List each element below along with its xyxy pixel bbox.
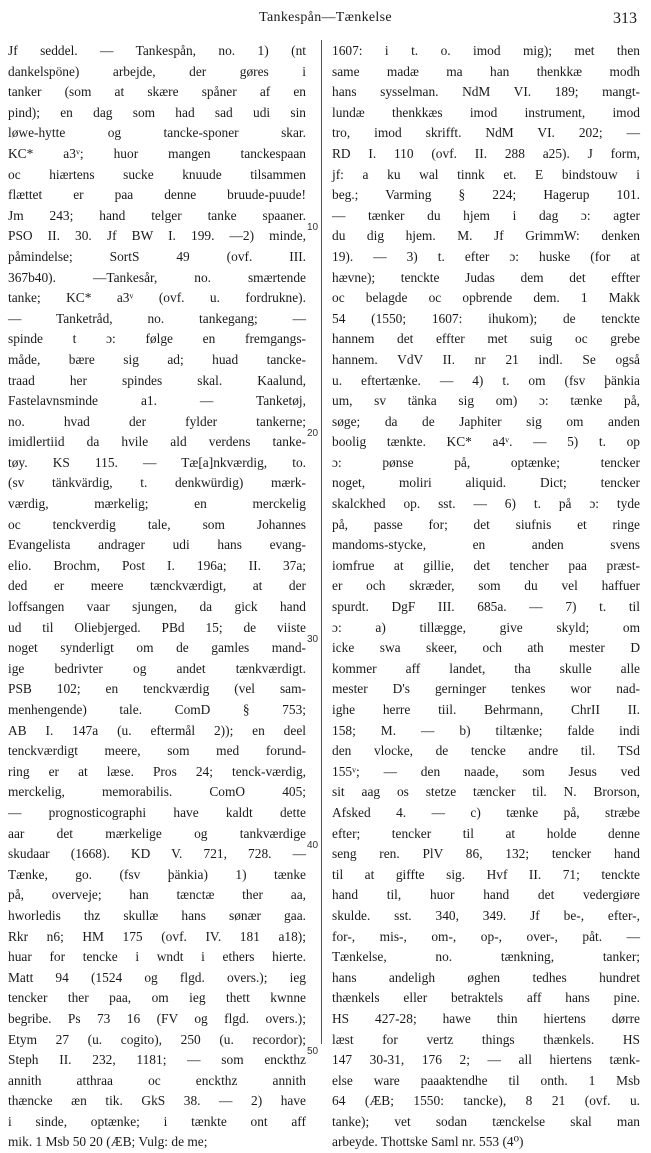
text-line: i sinde, optænke; i tænkte ont aff [8, 1113, 306, 1129]
text-line: løwe-hytte og tancke-sponer skar. [8, 125, 306, 141]
text-line: oc hiærtens sucke knuude tilsammen [8, 166, 306, 182]
text-line: hannem det effter met suig oc grebe [332, 331, 640, 347]
text-line: — Tanketråd, no. tankegang; — [8, 310, 306, 326]
text-line: annith atthraa oc enckthz annith [8, 1072, 306, 1088]
text-line: skalckhed op. sst. — 6) t. på ɔ: tyde [332, 496, 640, 512]
line-number-10: 10 [307, 222, 319, 233]
text-line: hævne); tenckte Judas dem det effter [332, 269, 640, 285]
text-line: HS 427-28; hawe thin hiertens dørre [332, 1010, 640, 1026]
text-line: merckelig, memorabilis. ComO 405; [8, 784, 306, 800]
text-line: Tænke, go. (fsv þänkia) 1) tænke [8, 866, 306, 882]
text-line: jf: a ku wal tinnk et. E bindstouw i [332, 166, 640, 182]
text-line: hans sysselman. NdM VI. 189; mangt- [332, 84, 640, 100]
text-line: påmindelse; SortS 49 (ovf. III. [8, 248, 306, 264]
text-line: flættet er paa denne bruude-puude! [8, 187, 306, 203]
text-line: noget, moliri aliquid. Dict; tencker [332, 475, 640, 491]
text-line: til at giffte sig. Hvf II. 71; tenckte [332, 866, 640, 882]
text-line: 158; M. — b) tiltænke; falde indi [332, 722, 640, 738]
text-line: Rkr n6; HM 175 (ovf. IV. 181 a18); [8, 928, 306, 944]
text-line: beg.; Varming § 224; Hagerup 101. [332, 187, 640, 203]
line-number-20: 20 [307, 428, 319, 439]
text-line: arbeyde. Thottske Saml nr. 553 (4⁰) [332, 1134, 524, 1150]
text-line: på, overveje; han tænctæ ther aa, [8, 887, 306, 903]
text-line: ige bedrivter og andet tænkværdigt. [8, 660, 306, 676]
text-line: Tænkelse, no. tænkning, tanker; [332, 949, 640, 965]
text-line: lundæ thenkkæs imod instrument, imod [332, 104, 640, 120]
text-line: no. hvad der fylder tankerne; [8, 413, 306, 429]
text-line: else ware paaaktendhe til onth. 1 Msb [332, 1072, 640, 1088]
text-line: søge; da de Japhiter sig om anden [332, 413, 640, 429]
text-line: værdig, mærkelig; en merckelig [8, 496, 306, 512]
text-line: noget synderligt om de gamles mand- [8, 640, 306, 656]
text-line: mik. 1 Msb 50 20 (ÆB; Vulg: de me; [8, 1134, 208, 1150]
text-line: thæncke æn tik. GkS 38. — 2) have [8, 1093, 306, 1109]
text-line: tanker (som at skære spåner af en [8, 84, 306, 100]
text-line: 19). — 3) t. efter ɔ: huske (for at [332, 248, 640, 264]
text-line: skulde. sst. 340, 349. Jf be-, efter-, [332, 907, 640, 923]
text-line: ɔ: a) tillægge, give skyld; om [332, 619, 640, 635]
text-line: pind); en dag som had sad udi sin [8, 104, 306, 120]
text-line: imidlertiid da hvile ald verdens tanke- [8, 434, 306, 450]
text-line: på, passe for; det siufnis et ringe [332, 516, 640, 532]
text-line: loffsangen vaar sjungen, da gick hand [8, 599, 306, 615]
text-line: (sv tänkvärdig, t. denkwürdig) mærk- [8, 475, 306, 491]
text-line: AB I. 147a (u. eftermål 2)); en deel [8, 722, 306, 738]
text-line: sit aag os stetze tæncker til. N. Brorson, [332, 784, 640, 800]
text-line: dankelspöne) arbejde, der gøres i [8, 63, 306, 79]
text-line: hworledis thz skullæ hans sønær gaa. [8, 907, 306, 923]
text-line: menhengende) tale. ComD § 753; [8, 702, 306, 717]
text-line: RD I. 110 (ovf. II. 288 a25). J form, [332, 145, 640, 161]
text-line: måde, bære sig ad; huad tancke- [8, 351, 306, 367]
text-line: Steph II. 232, 1181; — som enckthz [8, 1052, 306, 1068]
text-line: tanke); vet sodan tænckelse skal man [332, 1113, 640, 1129]
text-line: elio. Brochm, Post I. 196a; II. 37a; [8, 557, 306, 573]
text-line: 54 (1550; 1607: ihukom); de tenckte [332, 310, 640, 326]
text-line: 155ᵛ; — den naade, som Jesus ved [332, 763, 640, 779]
text-line: for-, mis-, om-, op-, over-, påt. — [332, 928, 640, 944]
text-line: thænkels eller betraktels aff hans pine. [332, 990, 640, 1006]
text-line: hand til, huor hand det vedergiøre [332, 887, 640, 903]
text-line: tencker ther paa, om ieg thett kwnne [8, 990, 306, 1006]
text-line: spurdt. DgF III. 685a. — 7) t. til [332, 599, 640, 615]
running-title: Tankespån—Tænkelse [259, 10, 392, 25]
text-line: Matt 94 (1524 og flgd. overs.); ieg [8, 969, 306, 985]
text-line: Jf seddel. — Tankespån, no. 1) (nt [8, 43, 306, 58]
text-line: ɔ: pønse på, optænke; tencker [332, 454, 640, 470]
text-line: 147 30-31, 176 2; — all hiertens tænk- [332, 1052, 640, 1068]
text-line: spinde t ɔ: følge en fremgangs- [8, 331, 306, 347]
text-line: 367b40). —Tankesår, no. smærtende [8, 269, 306, 285]
text-line: iomfrue at gillie, det tencher paa præst- [332, 557, 640, 573]
text-line: Jm 243; hand telger tanke spaaner. [8, 207, 306, 223]
text-line: den vlocke, de tencke andre til. TSd [332, 743, 640, 759]
text-line: aar det mærkelige og tankværdige [8, 825, 306, 841]
left-column [8, 41, 306, 1153]
text-line: tøy. KS 115. — Tæ[a]nkværdig, to. [8, 454, 306, 470]
text-line: efter; tencker til at holde denne [332, 825, 640, 841]
right-column [332, 41, 640, 1153]
text-line: Afsked 4. — c) tænke på, stræbe [332, 804, 640, 820]
text-line: mandoms-stycke, en anden svens [332, 537, 640, 553]
text-line: du dig hjem. M. Jf GrimmW: denken [332, 228, 640, 244]
text-line: ded er meere tænckværdigt, at der [8, 578, 306, 594]
text-line: hans andeligh øghen tedhes hundret [332, 969, 640, 985]
text-line: mester D's gerninger tenkes wor nad- [332, 681, 640, 697]
text-line: kommer aff landet, tha skulle alle [332, 660, 640, 676]
text-line: 64 (ÆB; 1550: tancke), 8 21 (ovf. u. [332, 1093, 640, 1109]
text-line: same madæ ma han thenkkæ modh [332, 63, 640, 79]
text-line: Evangelista andrager udi hans evang- [8, 537, 306, 553]
text-line: 1607: i t. o. imod mig); met then [332, 43, 640, 58]
text-line: er och skræder, som du vel haffuer [332, 578, 640, 594]
text-line: Etym 27 (u. cogito), 250 (u. recordor); [8, 1031, 306, 1047]
line-number-30: 30 [307, 634, 319, 645]
text-line: ring er at læse. Pros 24; tenck-værdig, [8, 763, 306, 779]
text-line: begribe. Ps 73 16 (FV og flgd. overs.); [8, 1010, 306, 1026]
text-line: um, sv tänka sig om) ɔ: tænke på, [332, 393, 640, 409]
text-line: PSB 102; en tenckværdig (vel sam- [8, 681, 306, 697]
text-line: KC* a3ᵛ; huor mangen tanckespaan [8, 145, 306, 161]
text-line: læst for vertz things thænkels. HS [332, 1031, 640, 1047]
page-header [0, 6, 651, 32]
text-line: oc belagde oc opbrende dem. 1 Makk [332, 290, 640, 306]
line-number-50: 50 [307, 1046, 319, 1057]
text-line: traad her spindes skal. Kaalund, [8, 372, 306, 388]
text-line: — tænker du hjem i dag ɔ: agter [332, 207, 640, 223]
text-line: tenckværdigt meere, som med forund- [8, 743, 306, 759]
text-line: — prognosticographi have kaldt dette [8, 804, 306, 820]
text-line: boolig tænkte. KC* a4ᵛ. — 5) t. op [332, 434, 640, 450]
text-line: icke swa skeer, och ath mester D [332, 640, 640, 656]
text-line: u. eftertænke. — 4) t. om (fsv þänkia [332, 372, 640, 388]
page-number: 313 [613, 10, 637, 27]
line-number-40: 40 [307, 840, 319, 851]
text-line: tro, imod skrifft. NdM VI. 202; — [332, 125, 640, 141]
text-line: oc tenckverdig tale, som Johannes [8, 516, 306, 532]
text-line: seng ren. PlV 86, 132; tencker hand [332, 846, 640, 862]
text-line: skudaar (1668). KD V. 721, 728. — [8, 846, 306, 862]
text-line: ighe herre tiil. Behrmann, ChrII II. [332, 702, 640, 717]
text-line: hannem. VdV II. nr 21 indl. Se også [332, 351, 640, 367]
text-line: huar for tencke i wndt i ethers hierte. [8, 949, 306, 965]
text-line: tanke; KC* a3ᵛ (ovf. u. fordrukne). [8, 290, 306, 306]
column-divider [321, 40, 322, 1044]
text-line: PSO II. 30. Jf BW I. 199. —2) minde, [8, 228, 306, 244]
text-line: ud til Oliebjerged. PBd 15; de viiste [8, 619, 306, 635]
text-line: Fastelavnsminde a1. — Tanketøj, [8, 393, 306, 409]
